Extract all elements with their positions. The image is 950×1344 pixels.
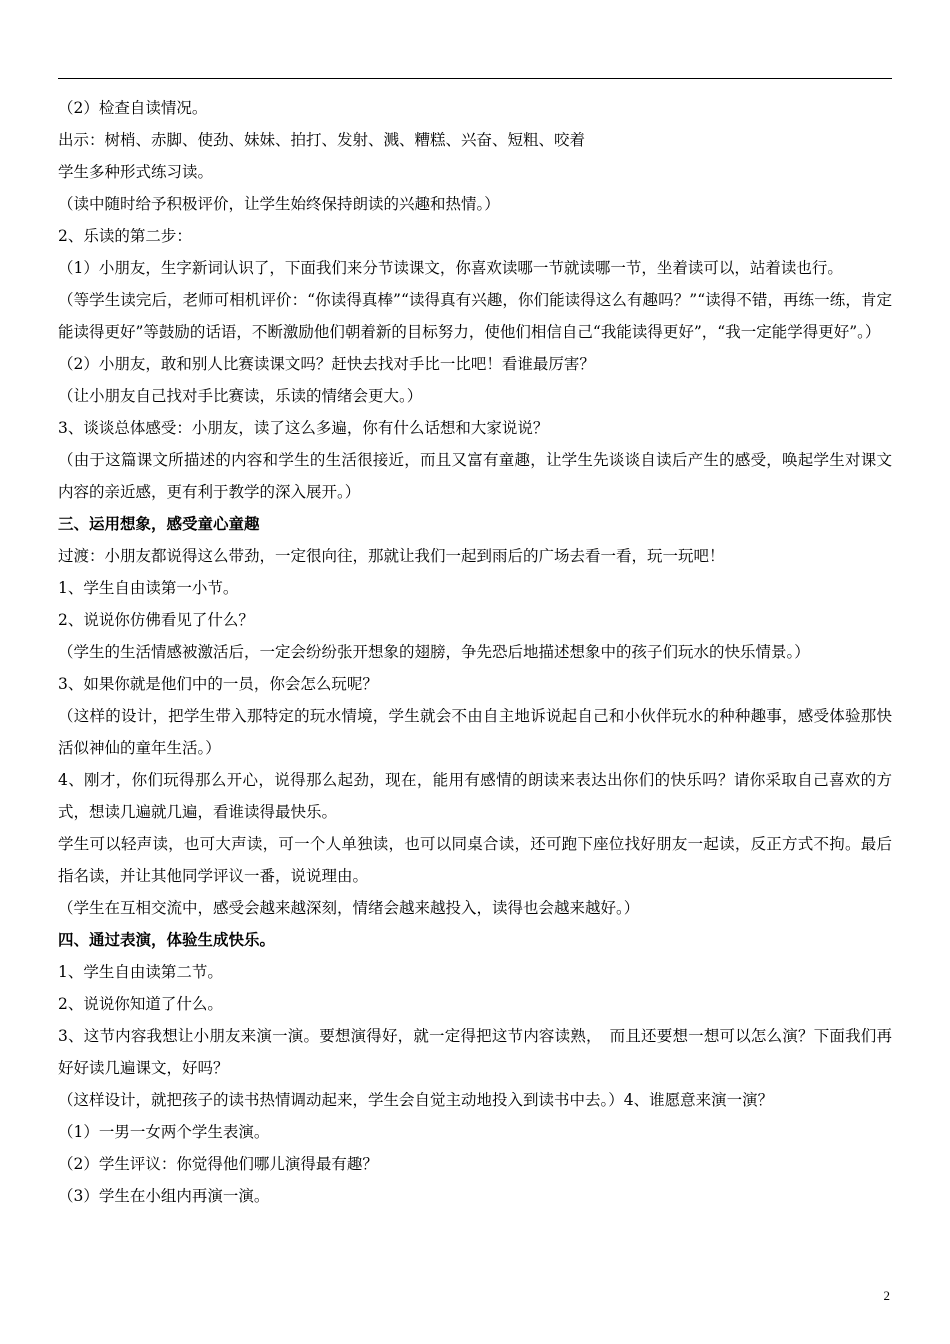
section-heading: 三、运用想象，感受童心童趣 <box>58 514 260 533</box>
paragraph: （让小朋友自己找对手比赛读，乐读的情绪会更大。） <box>58 387 423 405</box>
paragraph: 2、说说你仿佛看见了什么？ <box>58 611 254 629</box>
paragraph: 学生多种形式练习读。 <box>58 163 214 181</box>
paragraph: （学生的生活情感被激活后，一定会纷纷张开想象的翅膀，争先恐后地描述想象中的孩子们玩水的快乐情景。） <box>58 643 810 661</box>
paragraph: （读中随时给予积极评价，让学生始终保持朗读的兴趣和热情。） <box>58 195 500 213</box>
paragraph: 3、如果你就是他们中的一员，你会怎么玩呢？ <box>58 675 378 693</box>
document-body <box>58 92 892 1212</box>
paragraph: （2）学生评议：你觉得他们哪儿演得最有趣？ <box>58 1155 378 1173</box>
paragraph: 1、学生自由读第一小节。 <box>58 579 239 597</box>
paragraph: 3、这节内容我想让小朋友来演一演。要想演得好，就一定得把这节内容读熟， 而且还要想一想可以怎么演？下面我们再好好读几遍课文，好吗？ <box>58 1027 892 1077</box>
paragraph: （这样的设计，把学生带入那特定的玩水情境，学生就会不由自主地诉说起自己和小伙伴玩水的种种趣事，感受体验那快活似神仙的童年生活。） <box>58 707 892 757</box>
paragraph: （2）检查自读情况。 <box>58 99 208 117</box>
paragraph: （2）小朋友，敢和别人比赛读课文吗？赶快去找对手比一比吧！看谁最厉害？ <box>58 355 595 373</box>
paragraph: 过渡：小朋友都说得这么带劲，一定很向往，那就让我们一起到雨后的广场去看一看，玩一玩吧！ <box>58 547 725 565</box>
paragraph: （这样设计，就把孩子的读书热情调动起来，学生会自觉主动地投入到读书中去。）4、谁愿意来演一演？ <box>58 1091 774 1109</box>
paragraph: （等学生读完后，老师可相机评价：“你读得真棒”“读得真有兴趣，你们能读得这么有趣吗？”“读得不错，再练一练，肯定能读得更好”等鼓励的话语，不断激励他们朝着新的目标努力，使他们相信自己“我能读得更好”，“我一定能学得更好”。） <box>58 291 892 341</box>
section-heading: 四、通过表演，体验生成快乐。 <box>58 930 276 949</box>
paragraph: 学生可以轻声读，也可大声读，可一个人单独读，也可以同桌合读，还可跑下座位找好朋友一起读，反正方式不拘。最后指名读，并让其他同学评议一番，说说理由。 <box>58 835 892 885</box>
paragraph: （学生在互相交流中，感受会越来越深刻，情绪会越来越投入，读得也会越来越好。） <box>58 899 640 917</box>
paragraph: 1、学生自由读第二节。 <box>58 963 223 981</box>
paragraph: （1）小朋友，生字新词认识了，下面我们来分节读课文，你喜欢读哪一节就读哪一节，坐着读可以，站着读也行。 <box>58 259 843 277</box>
paragraph: （3）学生在小组内再演一演。 <box>58 1187 270 1205</box>
paragraph: 2、乐读的第二步： <box>58 227 192 245</box>
paragraph: 3、谈谈总体感受：小朋友，读了这么多遍，你有什么话想和大家说说？ <box>58 419 549 437</box>
paragraph: 4、刚才，你们玩得那么开心，说得那么起劲，现在，能用有感情的朗读来表达出你们的快乐吗？请你采取自己喜欢的方式，想读几遍就几遍，看谁读得最快乐。 <box>58 771 892 821</box>
paragraph: 出示：树梢、赤脚、使劲、妹妹、拍打、发射、溅、糟糕、兴奋、短粗、咬着 <box>58 131 586 149</box>
header-rule <box>58 78 892 79</box>
paragraph: （1）一男一女两个学生表演。 <box>58 1123 270 1141</box>
paragraph: （由于这篇课文所描述的内容和学生的生活很接近，而且又富有童趣，让学生先谈谈自读后产生的感受，唤起学生对课文内容的亲近感，更有利于教学的深入展开。） <box>58 451 892 501</box>
page-number: 2 <box>883 1288 890 1303</box>
paragraph: 2、说说你知道了什么。 <box>58 995 223 1013</box>
